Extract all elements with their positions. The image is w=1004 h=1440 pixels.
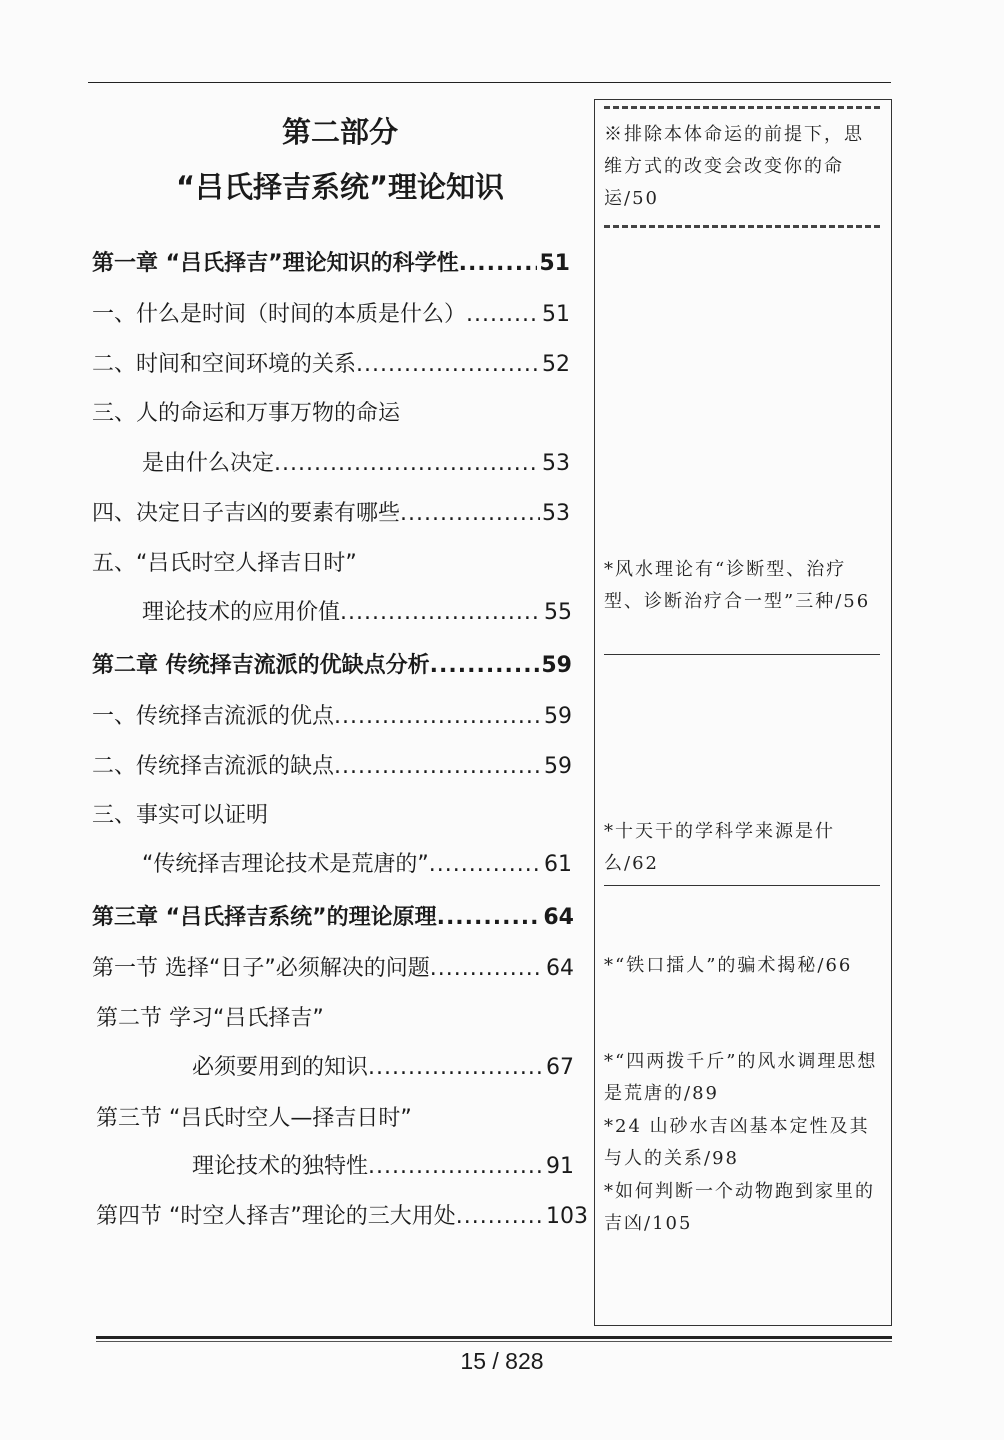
toc-page: 67 — [546, 1055, 574, 1080]
toc-leader — [456, 1197, 544, 1237]
toc-page: 51 — [542, 302, 570, 327]
toc-label: 理论技术的独特性 — [192, 1154, 369, 1179]
toc-entry[interactable] — [92, 646, 572, 686]
toc-label: 一、传统择吉流派的优点 — [92, 704, 335, 729]
toc-page: 91 — [546, 1154, 574, 1179]
sidebar-note[interactable]: ※排除本体命运的前提下，思维方式的改变会改变你的命运/50 — [604, 124, 864, 209]
toc-leader — [430, 949, 544, 989]
toc-entry[interactable] — [142, 593, 572, 633]
toc-entry[interactable] — [92, 949, 574, 989]
toc-entry[interactable] — [92, 898, 574, 938]
toc-leader — [368, 1048, 544, 1088]
toc-leader — [400, 494, 540, 534]
sidebar-divider — [604, 654, 880, 655]
toc-entry[interactable] — [142, 444, 570, 484]
sidebar-divider — [604, 885, 880, 886]
toc-entry[interactable] — [142, 845, 572, 885]
toc-leader — [437, 898, 542, 938]
toc-page: 52 — [542, 352, 570, 377]
sidebar-note[interactable]: *“铁口擂人”的骗术揭秘/66 — [604, 955, 853, 976]
toc-label: 是由什么决定 — [142, 451, 275, 476]
toc-label: 第一节 选择“日子”必须解决的问题 — [92, 956, 430, 981]
toc-label: 第二章 传统择吉流派的优缺点分析 — [92, 653, 430, 678]
toc-entry-heading[interactable]: 第三节 “吕氏时空人—择吉日时” — [96, 1106, 412, 1131]
sidebar-divider — [604, 225, 880, 228]
toc-label: 第四节 “时空人择吉”理论的三大用处 — [96, 1204, 456, 1229]
sidebar-note[interactable]: *如何判断一个动物跑到家里的吉凶/105 — [604, 1181, 875, 1234]
toc-page: 51 — [539, 251, 570, 276]
toc-label: 二、传统择吉流派的缺点 — [92, 754, 335, 779]
toc-label: 必须要用到的知识 — [192, 1055, 369, 1080]
toc-leader — [356, 345, 540, 385]
toc-entry[interactable] — [92, 747, 572, 787]
toc-page: 103 — [546, 1204, 588, 1229]
toc-page: 61 — [544, 852, 572, 877]
sidebar-note[interactable]: *24 山砂水吉凶基本定性及其与人的关系/98 — [604, 1116, 870, 1169]
part-title: 第二部分 — [281, 115, 398, 149]
toc-leader — [368, 1147, 544, 1187]
toc-label: 一、什么是时间（时间的本质是什么） — [92, 302, 467, 327]
toc-entry[interactable] — [92, 697, 572, 737]
toc-label: 理论技术的应用价值 — [142, 600, 341, 625]
toc-leader — [334, 747, 542, 787]
toc-leader — [466, 295, 540, 335]
toc-page: 59 — [544, 704, 572, 729]
page-indicator: 15 / 828 — [460, 1348, 544, 1374]
toc-label: “传统择吉理论技术是荒唐的” — [142, 852, 429, 877]
toc-entry[interactable] — [96, 1197, 588, 1237]
toc-entry-heading[interactable]: 五、“吕氏时空人择吉日时” — [92, 551, 357, 576]
toc-leader — [430, 646, 540, 686]
toc-leader — [334, 697, 542, 737]
toc-label: 四、决定日子吉凶的要素有哪些 — [92, 501, 401, 526]
toc-page: 55 — [544, 600, 572, 625]
toc-label: 二、时间和空间环境的关系 — [92, 352, 357, 377]
part-subtitle: “吕氏择吉系统”理论知识 — [175, 170, 505, 204]
toc-page: 59 — [541, 653, 572, 678]
toc-leader — [340, 593, 542, 633]
toc-entry-heading[interactable]: 三、事实可以证明 — [92, 803, 269, 828]
toc-page: 64 — [546, 956, 574, 981]
toc-label: 第三章 “吕氏择吉系统”的理论原理 — [92, 905, 437, 930]
toc-leader — [274, 444, 540, 484]
toc-leader — [429, 845, 542, 885]
sidebar-note[interactable]: *“四两拨千斤”的风水调理思想是荒唐的/89 — [604, 1051, 878, 1104]
toc-entry[interactable] — [92, 295, 570, 335]
toc-page: 53 — [542, 451, 570, 476]
toc-page: 59 — [544, 754, 572, 779]
toc-page: 64 — [543, 905, 574, 930]
toc-page: 53 — [542, 501, 570, 526]
toc-entry[interactable] — [92, 244, 570, 284]
toc-entry[interactable] — [192, 1147, 574, 1187]
top-rule — [88, 82, 891, 83]
bottom-rule-thin — [96, 1341, 892, 1342]
sidebar-divider — [604, 106, 880, 109]
toc-entry[interactable] — [192, 1048, 574, 1088]
toc-entry[interactable] — [92, 494, 570, 534]
toc-leader — [459, 244, 538, 284]
toc-label: 第一章 “吕氏择吉”理论知识的科学性 — [92, 251, 459, 276]
toc-entry-heading[interactable]: 三、人的命运和万事万物的命运 — [92, 401, 401, 426]
sidebar-note[interactable]: *风水理论有“诊断型、治疗型、诊断治疗合一型”三种/56 — [604, 559, 871, 612]
toc-entry-heading[interactable]: 第二节 学习“吕氏择吉” — [96, 1006, 324, 1031]
sidebar-note[interactable]: *十天干的学科学来源是什么/62 — [604, 821, 835, 874]
bottom-rule — [96, 1336, 892, 1339]
toc-entry[interactable] — [92, 345, 570, 385]
